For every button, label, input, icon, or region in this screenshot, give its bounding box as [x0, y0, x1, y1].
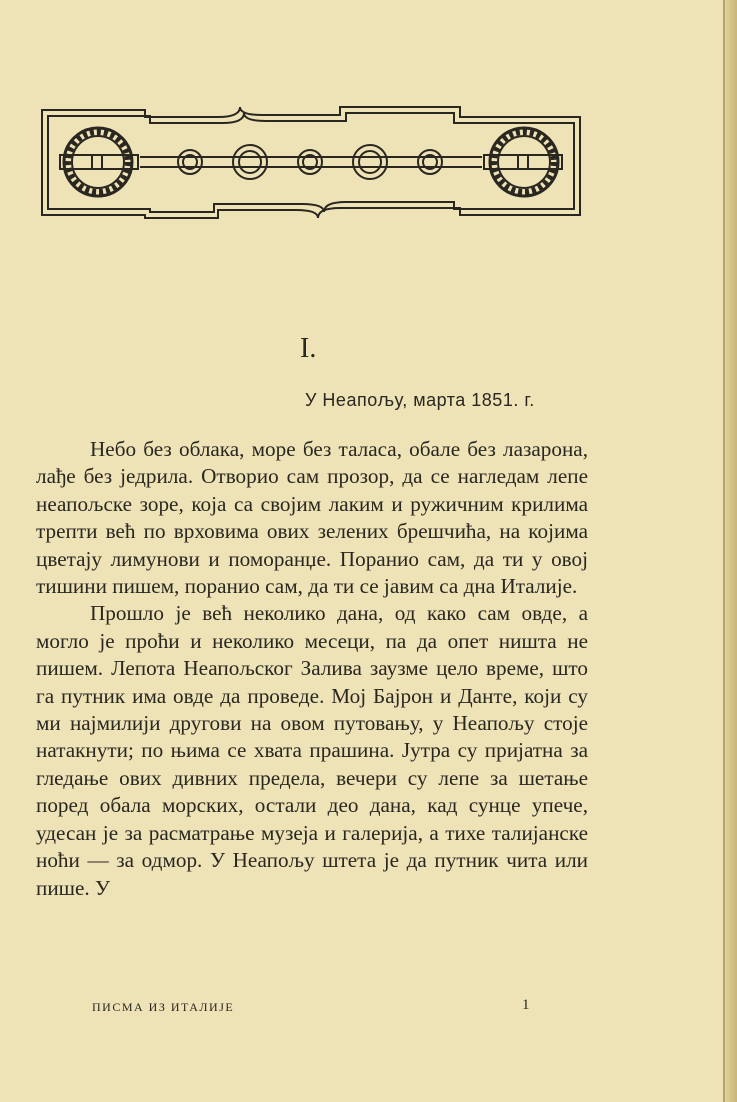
page-number: 1 [522, 997, 530, 1013]
page-edge [723, 0, 737, 1102]
decorative-headpiece [40, 105, 582, 220]
letter-body [36, 436, 588, 902]
paragraph: Небо без облака, море без таласа, обале без лазарона, лађе без једрила. Отворио сам прозор, да се нагледам лепе неапољске зоре, која са својим лаким и ружичним крилима трепти већ по врховима ових зелених брешчића, на којима цветају лимунови и поморанџе. Поранио сам, да ти у овој тишини пишем, поранио сам, да ти се јавим са дна Италије. [36, 437, 588, 599]
dateline: У Неапољу, марта 1851. г. [305, 390, 535, 410]
chapter-number: I. [300, 333, 317, 364]
running-title: ПИСМА ИЗ ИТАЛИЈЕ [92, 1000, 235, 1014]
paragraph: Прошло је већ неколико дана, од како сам овде, а могло је проћи и неколико месеци, па да опет ништа не пишем. Лепота Неапољског Залива заузме цело време, што га путник има овде да проведе. Мој Бајрон и Данте, који су ми најмилији другови на овом путовању, у Неапољу стоје натакнути; по њима се хвата прашина. Јутра су пријатна за гледање ових дивних предела, вечери су лепе за шетање поред обала морских, остали део дана, кад сунце упече, удесан је за расматрање музеја и галерија, а тихе талијанске ноћи — за одмор. У Неапољу штета је да путник чита или пише. У [36, 601, 588, 900]
